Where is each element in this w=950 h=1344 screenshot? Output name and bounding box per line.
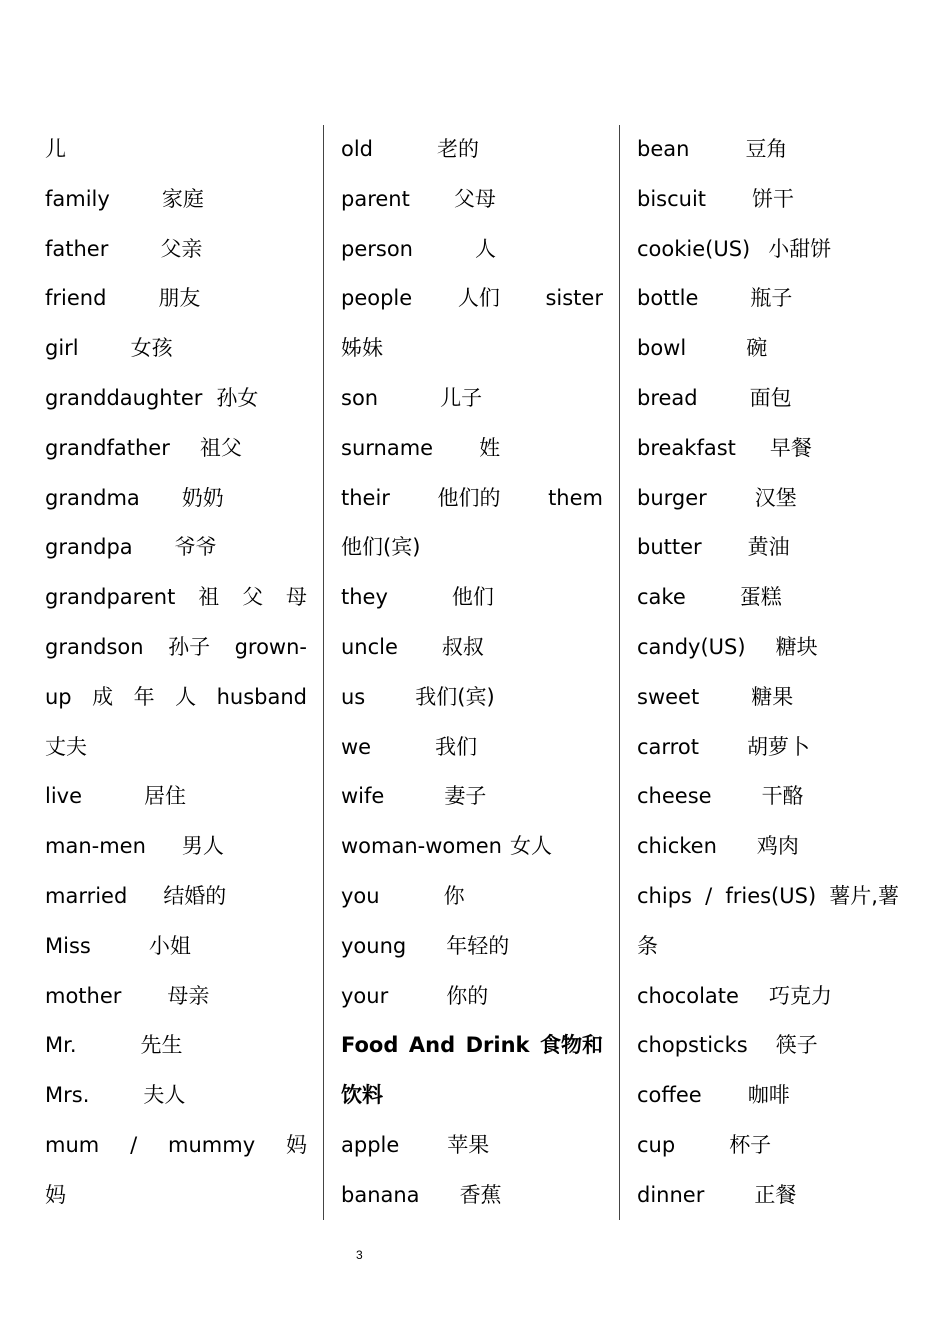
vocab-word: chicken — [637, 834, 717, 859]
vocab-line — [341, 1071, 603, 1121]
vocab-line — [341, 772, 603, 822]
vocab-line — [637, 972, 899, 1022]
vocab-word: woman-women — [341, 834, 502, 859]
vocab-line — [341, 922, 603, 972]
vocab-gloss: 父亲 — [160, 236, 203, 261]
vocab-line — [341, 125, 603, 175]
vocab-gloss: 年 — [133, 684, 155, 709]
vocab-line — [45, 872, 307, 922]
vocab-gloss: 女人 — [509, 834, 552, 859]
vocab-word: surname — [341, 435, 434, 460]
vocab-gloss: 家庭 — [161, 186, 204, 211]
vocab-line — [637, 225, 899, 275]
vocab-line — [637, 723, 899, 773]
vocab-gloss: 成 — [92, 684, 114, 709]
vocab-line — [45, 274, 307, 324]
vocab-word: butter — [637, 535, 702, 560]
vocab-gloss: 黄油 — [747, 535, 790, 560]
vocab-line — [341, 225, 603, 275]
vocab-word: son — [341, 385, 379, 410]
vocab-word: married — [45, 883, 128, 908]
vocab-line — [341, 723, 603, 773]
vocab-gloss: 夫人 — [143, 1083, 186, 1108]
vocab-word: grandparent — [45, 585, 176, 610]
vocab-word: parent — [341, 186, 410, 211]
vocab-gloss: 杯子 — [729, 1132, 772, 1157]
vocab-line — [637, 772, 899, 822]
vocab-word: uncle — [341, 634, 398, 659]
vocab-word: Miss — [45, 933, 91, 958]
vocab-word: breakfast — [637, 435, 736, 460]
vocab-gloss: 父 — [242, 585, 264, 610]
vocab-line — [637, 573, 899, 623]
vocab-word: old — [341, 137, 374, 161]
vocab-word: bottle — [637, 286, 699, 311]
vocab-word: sweet — [637, 684, 700, 709]
vocab-word: you — [341, 883, 380, 908]
page-number: 3 — [356, 1248, 363, 1262]
vocab-gloss: 小姐 — [148, 933, 191, 958]
vocab-word: mum — [45, 1132, 100, 1157]
vocab-gloss: Drink — [465, 1033, 530, 1058]
vocab-column-2 — [341, 125, 603, 1221]
vocab-word: 他们(宾) — [341, 535, 421, 560]
vocab-gloss: grown- — [234, 634, 307, 659]
vocab-gloss: 你的 — [446, 983, 489, 1008]
vocab-word: Food — [341, 1033, 399, 1058]
vocab-gloss: / — [705, 883, 713, 908]
vocab-line — [341, 872, 603, 922]
vocab-gloss: 咖啡 — [747, 1083, 790, 1108]
vocab-line — [45, 623, 307, 673]
vocab-line — [637, 175, 899, 225]
vocab-word: cheese — [637, 784, 712, 809]
vocab-word: mother — [45, 983, 122, 1008]
vocab-word: banana — [341, 1182, 420, 1207]
vocab-word: us — [341, 684, 366, 709]
vocab-word: apple — [341, 1132, 400, 1157]
vocab-gloss: 儿子 — [440, 385, 483, 410]
vocab-line — [341, 474, 603, 524]
vocab-word: chips — [637, 883, 692, 908]
vocab-word: grandpa — [45, 535, 133, 560]
vocab-line — [45, 225, 307, 275]
vocab-word: 丈夫 — [45, 734, 87, 759]
vocab-gloss: 豆角 — [745, 137, 788, 161]
vocab-word: we — [341, 734, 372, 759]
vocab-gloss: 干酪 — [761, 784, 804, 809]
vocab-line — [341, 822, 603, 872]
vocab-line — [45, 474, 307, 524]
vocab-gloss: them — [548, 485, 603, 510]
vocab-gloss: 蛋糕 — [739, 585, 782, 610]
vocab-gloss: 母 — [285, 585, 307, 610]
vocab-gloss: 结婚的 — [163, 883, 227, 908]
vocab-word: person — [341, 236, 413, 261]
vocab-line — [637, 1121, 899, 1171]
vocab-word: up — [45, 684, 72, 709]
vocab-gloss: 糖果 — [751, 684, 794, 709]
vocab-gloss: 先生 — [140, 1033, 183, 1058]
vocab-line — [45, 1121, 307, 1171]
vocab-gloss: 苹果 — [447, 1132, 490, 1157]
vocab-gloss: sister — [545, 286, 603, 311]
vocab-word: they — [341, 585, 388, 610]
vocab-column-1 — [45, 125, 307, 1221]
vocab-line — [45, 1021, 307, 1071]
vocab-word: family — [45, 186, 110, 211]
vocab-gloss: 女孩 — [130, 336, 173, 361]
vocab-word: cake — [637, 585, 686, 610]
vocab-line — [45, 822, 307, 872]
vocab-word: coffee — [637, 1083, 702, 1108]
vocab-gloss: 香蕉 — [459, 1182, 502, 1207]
vocab-gloss: 男人 — [181, 834, 224, 859]
vocab-line — [637, 274, 899, 324]
vocab-word: people — [341, 286, 413, 311]
vocab-gloss: 汉堡 — [754, 485, 797, 510]
vocab-word: grandma — [45, 485, 140, 510]
vocab-line — [45, 374, 307, 424]
vocab-gloss: 食物和 — [540, 1033, 603, 1058]
vocab-word: cup — [637, 1132, 676, 1157]
vocab-line — [637, 324, 899, 374]
vocab-column-3 — [637, 125, 899, 1221]
vocab-line — [637, 474, 899, 524]
vocab-gloss: 朋友 — [158, 286, 201, 311]
vocab-line — [637, 922, 899, 972]
vocab-line — [637, 424, 899, 474]
vocab-line — [45, 772, 307, 822]
vocab-gloss: / — [130, 1132, 138, 1157]
vocab-line — [45, 175, 307, 225]
vocab-gloss: 爷爷 — [174, 535, 217, 560]
vocab-gloss: 年轻的 — [446, 933, 510, 958]
vocab-gloss: 孙女 — [216, 385, 259, 410]
vocab-gloss: 妈 — [286, 1132, 307, 1157]
vocab-line — [637, 623, 899, 673]
vocab-word: friend — [45, 286, 107, 311]
vocab-gloss: 筷子 — [775, 1033, 818, 1058]
vocab-line — [637, 872, 899, 922]
vocab-word: your — [341, 983, 389, 1008]
vocab-word: man-men — [45, 834, 146, 859]
vocab-word: Mr. — [45, 1033, 77, 1058]
vocab-line — [341, 175, 603, 225]
vocab-gloss: 面包 — [749, 385, 792, 410]
vocab-line — [637, 1071, 899, 1121]
vocab-gloss: husband — [216, 684, 307, 709]
vocab-gloss: 我们(宾) — [415, 684, 495, 709]
column-divider — [323, 125, 324, 1220]
vocab-word: chopsticks — [637, 1033, 748, 1058]
vocab-line — [341, 1171, 603, 1221]
vocab-word: their — [341, 485, 390, 510]
vocab-line — [341, 424, 603, 474]
vocab-line — [637, 523, 899, 573]
vocab-gloss: 奶奶 — [181, 485, 224, 510]
vocab-word: candy(US) — [637, 634, 746, 659]
vocab-gloss: 人 — [474, 236, 496, 261]
vocab-gloss: 薯片,薯 — [829, 883, 899, 908]
vocab-gloss: And — [408, 1033, 456, 1058]
vocab-line — [637, 673, 899, 723]
vocab-word: cookie(US) — [637, 236, 751, 261]
vocab-gloss: 母亲 — [167, 983, 210, 1008]
vocab-gloss: 瓶子 — [750, 286, 793, 311]
vocab-line — [45, 723, 307, 773]
vocab-gloss: 正餐 — [754, 1182, 797, 1207]
vocab-word: 条 — [637, 933, 658, 958]
vocab-word: bowl — [637, 336, 687, 361]
vocab-gloss: 碗 — [746, 336, 768, 361]
vocab-gloss: 我们 — [435, 734, 478, 759]
vocab-gloss: 巧克力 — [768, 983, 832, 1008]
vocab-word: live — [45, 784, 83, 809]
vocab-word: Mrs. — [45, 1083, 90, 1108]
vocab-word: grandfather — [45, 435, 170, 460]
vocab-gloss: 妻子 — [444, 784, 487, 809]
vocab-gloss: 人 — [175, 684, 197, 709]
vocab-word: 妈 — [45, 1182, 66, 1207]
vocab-word: 姊妹 — [341, 336, 383, 361]
vocab-gloss: 鸡肉 — [756, 834, 799, 859]
vocab-line — [637, 374, 899, 424]
column-divider — [619, 125, 620, 1220]
vocab-line — [341, 972, 603, 1022]
vocab-word: carrot — [637, 734, 699, 759]
vocab-gloss: 饼干 — [752, 186, 795, 211]
vocab-word: biscuit — [637, 186, 707, 211]
vocab-line — [637, 822, 899, 872]
vocab-line — [341, 1121, 603, 1171]
vocab-line — [341, 523, 603, 573]
vocab-word: girl — [45, 336, 79, 361]
vocab-word: 饮料 — [341, 1083, 383, 1108]
vocab-gloss: 小甜饼 — [768, 236, 832, 261]
vocab-line — [341, 274, 603, 324]
vocab-line — [45, 922, 307, 972]
vocab-gloss: 早餐 — [769, 435, 812, 460]
vocab-gloss: 胡萝卜 — [746, 734, 810, 759]
vocab-gloss: 你 — [443, 883, 465, 908]
vocab-line — [45, 972, 307, 1022]
vocab-gloss: 他们 — [451, 585, 494, 610]
vocab-line — [637, 125, 899, 175]
vocab-line — [341, 1021, 603, 1071]
vocab-line — [45, 1071, 307, 1121]
vocab-line — [637, 1021, 899, 1071]
vocab-line — [45, 523, 307, 573]
vocab-gloss: 祖父 — [199, 435, 242, 460]
vocab-line — [341, 623, 603, 673]
vocab-line — [45, 573, 307, 623]
vocab-gloss: 人们 — [457, 286, 500, 311]
vocab-gloss: 孙子 — [168, 634, 211, 659]
vocab-line — [45, 324, 307, 374]
vocab-gloss: fries(US) — [725, 883, 817, 908]
vocab-line — [341, 324, 603, 374]
vocab-word: wife — [341, 784, 385, 809]
vocab-word: father — [45, 236, 109, 261]
vocab-word: dinner — [637, 1182, 705, 1207]
vocab-line — [341, 673, 603, 723]
vocab-gloss: 糖块 — [775, 634, 818, 659]
vocab-gloss: 他们的 — [437, 485, 501, 510]
vocab-line — [45, 673, 307, 723]
vocab-line — [341, 573, 603, 623]
vocab-gloss: 祖 — [198, 585, 220, 610]
vocab-line — [45, 424, 307, 474]
vocab-word: young — [341, 933, 407, 958]
vocab-gloss: 姓 — [479, 435, 501, 460]
vocab-word: grandson — [45, 634, 144, 659]
vocab-word: granddaughter — [45, 385, 203, 410]
vocab-gloss: 老的 — [437, 137, 480, 161]
vocab-word: bread — [637, 385, 698, 410]
vocab-word: chocolate — [637, 983, 739, 1008]
vocab-gloss: 居住 — [144, 784, 187, 809]
vocab-gloss: 父母 — [453, 186, 496, 211]
vocab-word: 儿 — [45, 137, 66, 161]
vocab-word: burger — [637, 485, 707, 510]
vocab-gloss: 叔叔 — [441, 634, 484, 659]
vocab-line — [45, 125, 307, 175]
vocab-line — [341, 374, 603, 424]
vocab-word: bean — [637, 137, 690, 161]
vocab-gloss: mummy — [168, 1132, 256, 1157]
vocab-line — [45, 1171, 307, 1221]
vocab-line — [637, 1171, 899, 1221]
